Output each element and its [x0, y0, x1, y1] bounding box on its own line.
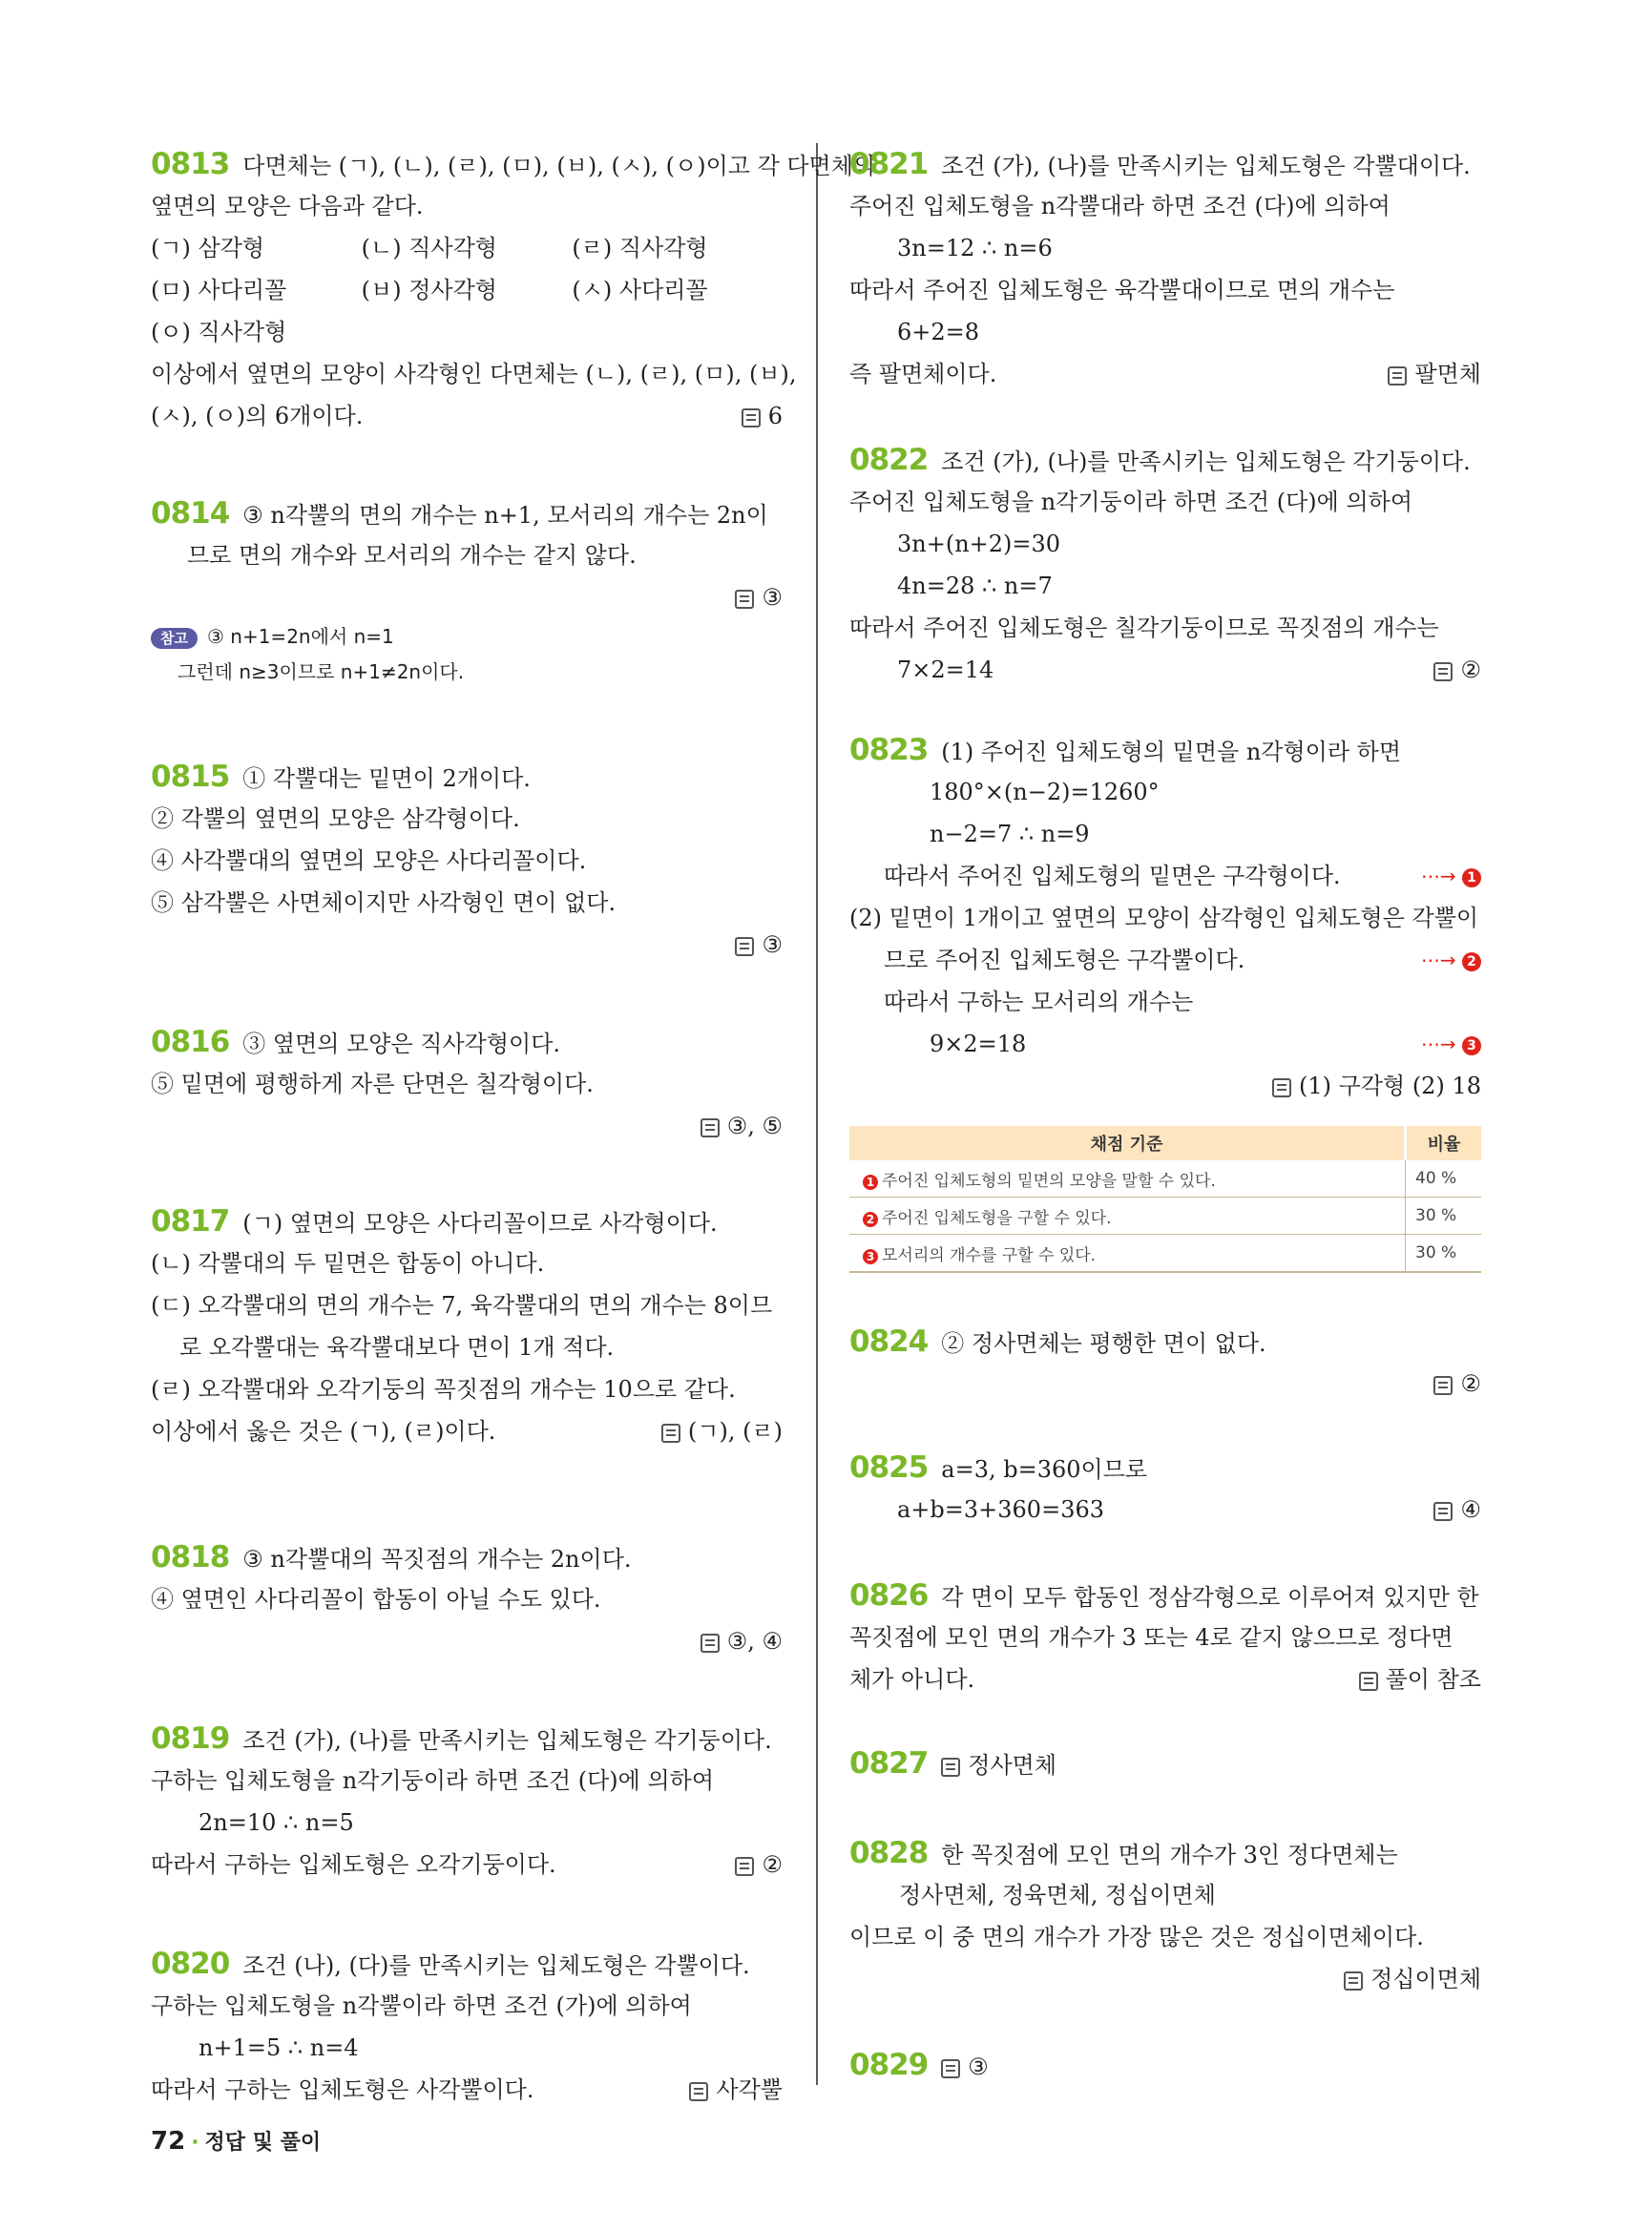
problem-0815	[151, 756, 783, 966]
solution-text: 한 꼭짓점에 모인 면의 개수가 3인 정다면체는	[941, 1842, 1398, 1868]
table-row: 2 주어진 입체도형을 구할 수 있다. 30 %	[849, 1198, 1481, 1235]
step-marker: ⋯→ 1	[1421, 855, 1481, 897]
choice-row: (ㅇ) 직사각형	[151, 319, 287, 345]
solution-text: 따라서 주어진 입체도형은 육각뿔대이므로 면의 개수는	[849, 277, 1395, 303]
answer: 사각뿔	[689, 2069, 783, 2111]
solution-text: 다면체는 (ㄱ), (ㄴ), (ㄹ), (ㅁ), (ㅂ), (ㅅ), (ㅇ)이고 각 다면체의	[242, 153, 876, 179]
solution-text: ① 각뿔대는 밑면이 2개이다.	[242, 765, 531, 792]
solution-text: ③ 옆면의 모양은 직사각형이다.	[242, 1031, 561, 1057]
problem-0826	[849, 1574, 1481, 1700]
solution-text: ③ n각뿔대의 꼭짓점의 개수는 2n이다.	[242, 1546, 632, 1573]
solution-text: 따라서 구하는 입체도형은 오각기둥이다.	[151, 1851, 556, 1878]
solution-text: 정사면체, 정육면체, 정십이면체	[899, 1882, 1216, 1908]
problem-0822	[849, 439, 1481, 691]
answer: ②	[735, 1844, 783, 1886]
answer-icon	[1359, 1672, 1378, 1691]
answer: ②	[1433, 649, 1481, 691]
solution-text: ② 정사면체는 평행한 면이 없다.	[941, 1330, 1266, 1357]
answer: ③	[735, 924, 783, 966]
solution-text: 이므로 이 중 면의 개수가 가장 많은 것은 정십이면체이다.	[849, 1924, 1424, 1950]
problem-number: 0829	[849, 2048, 929, 2082]
answer: 정사면체	[968, 1752, 1057, 1779]
page-footer	[151, 2126, 321, 2156]
problem-0824	[849, 1321, 1481, 1405]
solution-text: 이상에서 옳은 것은 (ㄱ), (ㄹ)이다.	[151, 1418, 496, 1445]
table-header: 비율	[1406, 1126, 1482, 1160]
problem-number: 0826	[849, 1578, 929, 1613]
answer: ②	[1433, 1363, 1481, 1405]
step-marker: ⋯→ 3	[1421, 1023, 1481, 1065]
solution-text: 로 오각뿔대는 육각뿔대보다 면이 1개 적다.	[179, 1334, 615, 1361]
problem-number: 0818	[151, 1540, 230, 1574]
problem-0823	[849, 729, 1481, 1107]
note-badge: 참고	[151, 628, 198, 649]
answer-icon	[1433, 1376, 1453, 1395]
problem-0828	[849, 1832, 1481, 2000]
solution-text: ② 각뿔의 옆면의 모양은 삼각형이다.	[151, 805, 520, 832]
answer-icon	[735, 1857, 754, 1876]
column-divider	[816, 143, 818, 2085]
problem-number: 0813	[151, 147, 230, 181]
solution-text: a=3, b=360이므로	[941, 1456, 1148, 1483]
answer-icon	[689, 2082, 708, 2101]
solution-text: 6+2=8	[897, 319, 980, 345]
problem-0827	[849, 1742, 1481, 1784]
problem-0814	[151, 492, 783, 689]
solution-text: 꼭짓점에 모인 면의 개수가 3 또는 4로 같지 않으므로 정다면	[849, 1624, 1453, 1651]
answer: 6	[742, 395, 783, 437]
answer-icon	[1388, 366, 1407, 386]
solution-text: 구하는 입체도형을 n각뿔이라 하면 조건 (가)에 의하여	[151, 1992, 692, 2019]
solution-text: 즉 팔면체이다.	[849, 361, 997, 387]
answer-icon	[735, 590, 754, 609]
solution-text: 9×2=18	[930, 1031, 1027, 1057]
page-number: 72	[151, 2127, 186, 2156]
answer: ③	[968, 2054, 989, 2080]
solution-text: ④ 사각뿔대의 옆면의 모양은 사다리꼴이다.	[151, 847, 587, 874]
problem-number: 0828	[849, 1836, 929, 1870]
answer-icon	[742, 408, 761, 427]
answer-icon	[735, 937, 754, 956]
problem-0817	[151, 1200, 783, 1452]
note-text: 그런데 n≥3이므로 n+1≠2n이다.	[178, 660, 465, 683]
solution-text: (ㄷ) 오각뿔대의 면의 개수는 7, 육각뿔대의 면의 개수는 8이므	[151, 1292, 773, 1319]
solution-text: 4n=28 ∴ n=7	[897, 573, 1053, 599]
answer: ③, ④	[701, 1620, 783, 1662]
answer-icon	[1433, 662, 1453, 681]
solution-text: ⑤ 밑면에 평행하게 자른 단면은 칠각형이다.	[151, 1071, 594, 1097]
problem-number: 0821	[849, 147, 929, 181]
step-marker: ⋯→ 2	[1421, 939, 1481, 981]
table-row: 1 주어진 입체도형의 밑면의 모양을 말할 수 있다. 40 %	[849, 1160, 1481, 1198]
answer-icon	[941, 1758, 960, 1777]
answer-icon	[661, 1424, 680, 1443]
solution-text: (ㅅ), (ㅇ)의 6개이다.	[151, 403, 364, 429]
footer-label: 정답 및 풀이	[204, 2131, 322, 2155]
solution-text: n+1=5 ∴ n=4	[199, 2034, 359, 2061]
problem-number: 0814	[151, 496, 230, 531]
problem-number: 0820	[151, 1947, 230, 1981]
problem-number: 0822	[849, 443, 929, 477]
solution-text: 조건 (가), (나)를 만족시키는 입체도형은 각기둥이다.	[941, 448, 1471, 475]
solution-text: 따라서 구하는 모서리의 개수는	[884, 989, 1194, 1015]
table-header: 채점 기준	[849, 1126, 1406, 1160]
choice-row: (ㅁ) 사다리꼴 (ㅂ) 정사각형 (ㅅ) 사다리꼴	[151, 277, 708, 303]
problem-number: 0815	[151, 760, 230, 794]
answer: ④	[1433, 1489, 1481, 1531]
answer-icon	[1433, 1502, 1453, 1521]
solution-text: 3n+(n+2)=30	[897, 531, 1061, 557]
solution-text: 180°×(n−2)=1260°	[930, 779, 1160, 805]
solution-text: 따라서 주어진 입체도형은 칠각기둥이므로 꼭짓점의 개수는	[849, 615, 1439, 641]
answer: (ㄱ), (ㄹ)	[661, 1410, 783, 1452]
problem-0813	[151, 143, 876, 437]
note-text: ③ n+1=2n에서 n=1	[206, 625, 394, 648]
answer: 풀이 참조	[1359, 1658, 1481, 1700]
answer-icon	[1344, 1971, 1363, 1991]
solution-text: (ㄹ) 오각뿔대와 오각기둥의 꼭짓점의 개수는 10으로 같다.	[151, 1376, 736, 1403]
solution-text: ⑤ 삼각뿔은 사면체이지만 사각형인 면이 없다.	[151, 889, 617, 916]
answer: (1) 구각형 (2) 18	[1272, 1065, 1481, 1107]
answer-icon	[1272, 1078, 1291, 1097]
table-row: 3 모서리의 개수를 구할 수 있다. 30 %	[849, 1235, 1481, 1273]
solution-text: ③ n각뿔의 면의 개수는 n+1, 모서리의 개수는 2n이	[242, 502, 768, 529]
solution-text: 므로 면의 개수와 모서리의 개수는 같지 않다.	[187, 542, 637, 569]
grading-table	[849, 1126, 1481, 1273]
problem-0820	[151, 1943, 783, 2111]
solution-text: 7×2=14	[897, 657, 994, 683]
solution-text: a+b=3+360=363	[897, 1496, 1104, 1523]
problem-number: 0824	[849, 1324, 929, 1359]
solution-text: 므로 주어진 입체도형은 구각뿔이다.	[884, 947, 1245, 973]
solution-text: (ㄴ) 각뿔대의 두 밑면은 합동이 아니다.	[151, 1250, 545, 1277]
solution-text: (2) 밑면이 1개이고 옆면의 모양이 삼각형인 입체도형은 각뿔이	[849, 905, 1479, 931]
solution-text: 각 면이 모두 합동인 정삼각형으로 이루어져 있지만 한	[941, 1584, 1479, 1611]
answer: 팔면체	[1388, 353, 1481, 395]
solution-text: 체가 아니다.	[849, 1666, 975, 1693]
problem-number: 0816	[151, 1025, 230, 1059]
solution-text: 조건 (가), (나)를 만족시키는 입체도형은 각뿔대이다.	[941, 153, 1471, 179]
solution-text: ④ 옆면인 사다리꼴이 합동이 아닐 수도 있다.	[151, 1586, 601, 1613]
answer: ③, ⑤	[701, 1105, 783, 1147]
solution-text: 구하는 입체도형을 n각기둥이라 하면 조건 (다)에 의하여	[151, 1767, 715, 1794]
footer-dot: ·	[191, 2131, 199, 2155]
solution-text: 조건 (가), (나)를 만족시키는 입체도형은 각기둥이다.	[242, 1727, 772, 1754]
solution-text: 주어진 입체도형을 n각기둥이라 하면 조건 (다)에 의하여	[849, 489, 1413, 515]
problem-number: 0827	[849, 1746, 929, 1781]
answer-icon	[701, 1118, 720, 1137]
solution-text: 3n=12 ∴ n=6	[897, 235, 1053, 261]
solution-text: 따라서 구하는 입체도형은 사각뿔이다.	[151, 2076, 534, 2103]
solution-text: 따라서 주어진 입체도형의 밑면은 구각형이다.	[884, 863, 1341, 889]
solution-text: 2n=10 ∴ n=5	[199, 1809, 354, 1836]
solution-text: (ㄱ) 옆면의 모양은 사다리꼴이므로 사각형이다.	[242, 1210, 718, 1237]
problem-0821	[849, 143, 1481, 395]
problem-0819	[151, 1718, 783, 1886]
problem-0825	[849, 1447, 1481, 1531]
solution-text: (1) 주어진 입체도형의 밑면을 n각형이라 하면	[941, 739, 1402, 765]
choice-row: (ㄱ) 삼각형 (ㄴ) 직사각형 (ㄹ) 직사각형	[151, 235, 708, 261]
solution-text: 이상에서 옆면의 모양이 사각형인 다면체는 (ㄴ), (ㄹ), (ㅁ), (ㅂ),	[151, 361, 797, 387]
answer: 정십이면체	[1344, 1958, 1481, 2000]
answer: ③	[735, 576, 783, 618]
problem-number: 0817	[151, 1204, 230, 1239]
solution-text: n−2=7 ∴ n=9	[930, 821, 1090, 847]
solution-text: 주어진 입체도형을 n각뿔대라 하면 조건 (다)에 의하여	[849, 193, 1391, 219]
problem-0829	[849, 2044, 1481, 2086]
answer-icon	[941, 2059, 960, 2078]
solution-text: 옆면의 모양은 다음과 같다.	[151, 193, 424, 219]
solution-text: 조건 (나), (다)를 만족시키는 입체도형은 각뿔이다.	[242, 1952, 750, 1979]
problem-number: 0823	[849, 733, 929, 767]
problem-0818	[151, 1536, 783, 1662]
problem-number: 0825	[849, 1450, 929, 1485]
answer-icon	[701, 1634, 720, 1653]
problem-number: 0819	[151, 1721, 230, 1756]
problem-0816	[151, 1021, 783, 1147]
